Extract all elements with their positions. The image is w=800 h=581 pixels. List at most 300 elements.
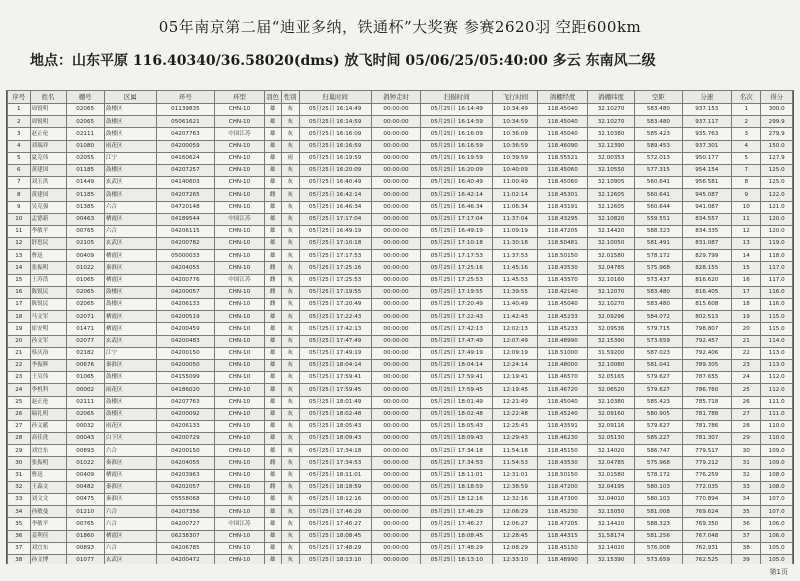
table-cell: 00:00:00 <box>371 335 421 347</box>
table-cell: 雌 <box>264 481 281 493</box>
table-cell: 125.0 <box>761 177 793 189</box>
table-cell: 05月25日 17:47:49 <box>421 335 493 347</box>
table-cell: 12:28:45 <box>493 530 538 542</box>
table-cell: 792.457 <box>682 335 732 347</box>
table-cell: 17 <box>8 299 31 311</box>
table-cell: 39 <box>732 554 761 564</box>
column-header: 鸽钟走时 <box>371 91 421 104</box>
table-cell: 12:19:45 <box>493 384 538 396</box>
table-cell: 7 <box>732 164 761 176</box>
table-cell: 581.041 <box>635 359 682 371</box>
table-cell: 05月25日 17:17:04 <box>421 213 493 225</box>
table-cell: 栖霞区 <box>104 274 156 286</box>
table-cell: 鼓楼区 <box>104 128 156 140</box>
table-row <box>8 164 793 176</box>
table-cell: 孙敏曼 <box>30 506 66 518</box>
table-cell: 05月25日 18:11:01 <box>299 469 371 481</box>
table-cell: 玄武区 <box>104 554 156 564</box>
table-cell: 30 <box>8 457 31 469</box>
table-cell: CHN-10 <box>215 116 265 128</box>
table-cell: 00:00:00 <box>371 372 421 384</box>
table-cell: 04200727 <box>156 518 215 530</box>
table-cell: 00:00:00 <box>371 152 421 164</box>
table-cell: 11 <box>8 225 31 237</box>
table-cell: 灰 <box>281 274 299 286</box>
table-cell: 21 <box>732 335 761 347</box>
table-cell: 05月25日 17:25:53 <box>421 274 493 286</box>
table-cell: 灰 <box>281 116 299 128</box>
table-cell: 01449 <box>66 177 104 189</box>
table-cell: 10 <box>732 201 761 213</box>
table-cell: 灰 <box>281 213 299 225</box>
table-cell: 572.013 <box>635 152 682 164</box>
table-cell: 05月25日 17:48:29 <box>421 542 493 554</box>
table-cell: 鼓楼区 <box>104 164 156 176</box>
table-cell: 32.10380 <box>587 396 634 408</box>
table-cell: 雄 <box>264 554 281 564</box>
table-cell: 762.931 <box>682 542 732 554</box>
table-cell: 雄 <box>264 506 281 518</box>
table-cell: 02077 <box>66 335 104 347</box>
table-cell: 573.437 <box>635 274 682 286</box>
table-cell: 118.50150 <box>538 250 588 262</box>
table-cell: 灰 <box>281 311 299 323</box>
table-cell: 05月25日 17:25:16 <box>421 262 493 274</box>
table-cell: 雄 <box>264 116 281 128</box>
table-cell: 04200729 <box>156 433 215 445</box>
table-cell: 119.0 <box>761 238 793 250</box>
table-cell: 六合 <box>104 518 156 530</box>
table-cell: 37 <box>8 542 31 554</box>
table-cell: 灰 <box>281 481 299 493</box>
table-cell: 29 <box>8 445 31 457</box>
table-cell: 雄 <box>264 469 281 481</box>
table-cell: 04200483 <box>156 335 215 347</box>
table-cell: 05月25日 18:12:16 <box>421 494 493 506</box>
table-cell: 05月25日 17:47:49 <box>299 335 371 347</box>
table-cell: 18 <box>8 311 31 323</box>
table-cell: 孙文博 <box>30 554 66 564</box>
table-cell: 02105 <box>66 238 104 250</box>
table-cell: 02111 <box>66 396 104 408</box>
table-cell: 00:00:00 <box>371 506 421 518</box>
table-cell: 32.10160 <box>587 274 634 286</box>
table-cell: 105.0 <box>761 542 793 554</box>
table-cell: 588.323 <box>635 518 682 530</box>
table-cell: CHN-10 <box>215 311 265 323</box>
table-cell: 10:39:59 <box>493 152 538 164</box>
table-cell: 05月25日 17:59:41 <box>299 372 371 384</box>
table-cell: 118.43591 <box>538 420 588 432</box>
table-cell: 六合 <box>104 445 156 457</box>
table-cell: 118.45040 <box>538 104 588 116</box>
table-cell: 02065 <box>66 116 104 128</box>
table-cell: 灰 <box>281 506 299 518</box>
table-cell: 灰 <box>281 457 299 469</box>
table-cell: 六合 <box>104 506 156 518</box>
table-cell: 05月25日 16:49:19 <box>299 225 371 237</box>
table-cell: 32.05165 <box>587 372 634 384</box>
table-cell: 05月25日 16:42:14 <box>421 189 493 201</box>
table-cell: 01860 <box>66 530 104 542</box>
table-cell: 05月25日 17:22:43 <box>299 311 371 323</box>
table-cell: 雌 <box>264 299 281 311</box>
table-cell: 灰 <box>281 286 299 298</box>
table-cell: 118.43570 <box>538 274 588 286</box>
table-cell: 29 <box>732 433 761 445</box>
table-cell: 937.117 <box>682 116 732 128</box>
table-cell: 雌 <box>264 189 281 201</box>
table-cell: 05月25日 17:46:27 <box>421 518 493 530</box>
table-cell: 12:02:13 <box>493 323 538 335</box>
table-cell: 00:00:00 <box>371 201 421 213</box>
table-cell: 栖霞区 <box>104 323 156 335</box>
table-cell: 00:00:00 <box>371 396 421 408</box>
table-cell: 05月25日 18:05:43 <box>421 420 493 432</box>
table-cell: 112.0 <box>761 384 793 396</box>
table-cell: 姜利佳 <box>30 530 66 542</box>
table-cell: 灰 <box>281 262 299 274</box>
table-cell: CHN-10 <box>215 530 265 542</box>
table-cell: 05月25日 16:14:59 <box>299 116 371 128</box>
table-cell: 32.12390 <box>587 140 634 152</box>
table-cell: 灰 <box>281 104 299 116</box>
column-header: 归巢时间 <box>299 91 371 104</box>
table-cell: 583.480 <box>635 116 682 128</box>
table-cell: 05月25日 16:20:09 <box>299 164 371 176</box>
table-cell: 11:42:43 <box>493 311 538 323</box>
table-cell: 雄 <box>264 359 281 371</box>
table-cell: 815.608 <box>682 299 732 311</box>
table-cell: 11:37:04 <box>493 213 538 225</box>
table-cell: 00:00:00 <box>371 262 421 274</box>
table-cell: CHN-10 <box>215 542 265 554</box>
table-cell: CHN-10 <box>215 323 265 335</box>
table-cell: 灰 <box>281 420 299 432</box>
table-cell: 02065 <box>66 104 104 116</box>
table-cell: 雄 <box>264 128 281 140</box>
table-cell: 118.45040 <box>538 299 588 311</box>
table-cell: 828.155 <box>682 262 732 274</box>
table-cell: 950.177 <box>682 152 732 164</box>
table-cell: 05月25日 18:11:01 <box>421 469 493 481</box>
table-cell: 00:00:00 <box>371 250 421 262</box>
table-cell: 04206785 <box>156 542 215 554</box>
page-number: 第1页 <box>769 568 788 576</box>
table-cell: 05061621 <box>156 116 215 128</box>
table-cell: 11:39:55 <box>493 286 538 298</box>
table-cell: 118.47300 <box>538 494 588 506</box>
column-header: 鸽棚纬度 <box>587 91 634 104</box>
table-cell: 28 <box>8 433 31 445</box>
table-cell: 灰 <box>281 201 299 213</box>
table-cell: 01022 <box>66 457 104 469</box>
table-cell: 109.0 <box>761 457 793 469</box>
table-cell: 792.406 <box>682 347 732 359</box>
table-cell: 04206133 <box>156 299 215 311</box>
table-cell: 19 <box>8 323 31 335</box>
table-cell: 中国江苏 <box>215 213 265 225</box>
table-cell: 灰 <box>281 445 299 457</box>
table-cell: CHN-10 <box>215 481 265 493</box>
table-cell: 00:00:00 <box>371 128 421 140</box>
table-cell: 118.43530 <box>538 457 588 469</box>
table-cell: 779.517 <box>682 445 732 457</box>
table-cell: 781.788 <box>682 408 732 420</box>
table-cell: 05月25日 18:04:14 <box>299 359 371 371</box>
table-cell: 05月25日 16:19:59 <box>299 152 371 164</box>
table-cell: 12:29:43 <box>493 433 538 445</box>
table-cell: 05月25日 17:42:13 <box>299 323 371 335</box>
table-cell: 鼓楼区 <box>104 299 156 311</box>
table-cell: 灰 <box>281 359 299 371</box>
table-cell: 雄 <box>264 152 281 164</box>
table-cell: 787.655 <box>682 372 732 384</box>
table-cell: 00:00:00 <box>371 494 421 506</box>
table-cell: 106.0 <box>761 518 793 530</box>
table-cell: 300.0 <box>761 104 793 116</box>
table-cell: 772.035 <box>682 481 732 493</box>
table-cell: 118.47205 <box>538 518 588 530</box>
table-cell: 575.968 <box>635 262 682 274</box>
table-cell: 38 <box>732 542 761 554</box>
table-cell: 00765 <box>66 518 104 530</box>
table-cell: 118.45230 <box>538 506 588 518</box>
table-cell: 蔡庆治 <box>30 347 66 359</box>
table-cell: 560.641 <box>635 189 682 201</box>
table-cell: 111.0 <box>761 396 793 408</box>
table-cell: 120.0 <box>761 213 793 225</box>
column-header: 棚号 <box>66 91 104 104</box>
table-cell: 孟德新 <box>30 213 66 225</box>
table-cell: 鼓楼区 <box>104 116 156 128</box>
table-cell: 雄 <box>264 445 281 457</box>
table-cell: 灰 <box>281 384 299 396</box>
table-cell: 11:09:19 <box>493 225 538 237</box>
table-cell: 灰 <box>281 530 299 542</box>
table-cell: 560.644 <box>635 201 682 213</box>
table-cell: 05月25日 18:13:10 <box>421 554 493 564</box>
table-cell: 36 <box>8 530 31 542</box>
table-cell: 1 <box>8 104 31 116</box>
column-header: 得分 <box>761 91 793 104</box>
table-cell: 00:00:00 <box>371 359 421 371</box>
table-cell: 00:00:00 <box>371 481 421 493</box>
table-cell: 灰 <box>281 238 299 250</box>
table-cell: 鼓楼区 <box>104 396 156 408</box>
table-cell: 112.0 <box>761 372 793 384</box>
table-cell: 32.04010 <box>587 494 634 506</box>
table-row <box>8 530 793 542</box>
table-cell: 834.335 <box>682 225 732 237</box>
table-cell: 00:00:00 <box>371 140 421 152</box>
table-cell: 12:06:29 <box>493 506 538 518</box>
table-row <box>8 494 793 506</box>
table-cell: 118.45301 <box>538 189 588 201</box>
table-row <box>8 481 793 493</box>
table-cell: 雨 <box>281 152 299 164</box>
table-cell: 32.10550 <box>587 164 634 176</box>
table-cell: 10:34:49 <box>493 104 538 116</box>
table-cell: 114.0 <box>761 335 793 347</box>
table-cell: 3 <box>8 128 31 140</box>
table-cell: 559.551 <box>635 213 682 225</box>
table-cell: 279.9 <box>761 128 793 140</box>
table-cell: 33 <box>732 481 761 493</box>
table-cell: CHN-10 <box>215 494 265 506</box>
table-cell: 8 <box>732 177 761 189</box>
table-cell: 05月25日 17:19:55 <box>421 286 493 298</box>
table-cell: 灰 <box>281 554 299 564</box>
table-cell: 9 <box>8 201 31 213</box>
table-cell: 937.301 <box>682 140 732 152</box>
table-cell: 00:00:00 <box>371 518 421 530</box>
table-cell: 06238307 <box>156 530 215 542</box>
table-cell: 120.0 <box>761 225 793 237</box>
table-cell: 00:00:00 <box>371 530 421 542</box>
table-cell: 579.627 <box>635 420 682 432</box>
table-cell: 8 <box>8 189 31 201</box>
table-cell: 14 <box>732 250 761 262</box>
table-cell: 26 <box>8 408 31 420</box>
table-cell: 24 <box>8 384 31 396</box>
table-cell: 05月25日 18:18:59 <box>421 481 493 493</box>
table-cell: 秦淮区 <box>104 494 156 506</box>
table-cell: 05月25日 16:49:19 <box>421 225 493 237</box>
table-cell: 雄 <box>264 238 281 250</box>
table-cell: 灰 <box>281 250 299 262</box>
table-cell: 581.256 <box>635 530 682 542</box>
table-cell: 577.315 <box>635 164 682 176</box>
table-cell: 00:00:00 <box>371 225 421 237</box>
results-table <box>7 90 793 564</box>
table-cell: 2 <box>8 116 31 128</box>
table-cell: 灰 <box>281 335 299 347</box>
table-cell: 32.09296 <box>587 311 634 323</box>
table-cell: 13 <box>732 238 761 250</box>
table-cell: 05558068 <box>156 494 215 506</box>
table-cell: 中国江苏 <box>215 128 265 140</box>
table-cell: 05月25日 17:10:18 <box>421 238 493 250</box>
table-cell: 762.525 <box>682 554 732 564</box>
table-cell: 22 <box>8 359 31 371</box>
table-cell: 118.45060 <box>538 177 588 189</box>
table-cell: 05月25日 17:34:53 <box>421 457 493 469</box>
table-cell: 刘玉洪 <box>30 177 66 189</box>
table-cell: 雄 <box>264 542 281 554</box>
table-cell: 刘宜东 <box>30 542 66 554</box>
table-cell: 雨花区 <box>104 420 156 432</box>
table-cell: 05月25日 17:17:53 <box>299 250 371 262</box>
table-cell: 01080 <box>66 140 104 152</box>
table-cell: 栖霞区 <box>104 213 156 225</box>
table-cell: 583.480 <box>635 104 682 116</box>
table-cell: 118.43295 <box>538 213 588 225</box>
table-cell: 11:00:49 <box>493 177 538 189</box>
table-cell: 瑞礼明 <box>30 408 66 420</box>
table-cell: 6 <box>8 164 31 176</box>
table-cell: 816.405 <box>682 286 732 298</box>
table-cell: CHN-10 <box>215 384 265 396</box>
table-cell: 110.0 <box>761 433 793 445</box>
table-cell: 108.0 <box>761 469 793 481</box>
table-cell: 中国江苏 <box>215 518 265 530</box>
table-cell: 583.480 <box>635 299 682 311</box>
table-row <box>8 225 793 237</box>
table-cell: 00893 <box>66 542 104 554</box>
table-cell: 灰 <box>281 140 299 152</box>
table-cell: 04155099 <box>156 372 215 384</box>
table-cell: 雄 <box>264 384 281 396</box>
table-cell: 雨花区 <box>104 384 156 396</box>
table-cell: 雄 <box>264 518 281 530</box>
table-cell: 32.09116 <box>587 420 634 432</box>
table-cell: 118.45233 <box>538 323 588 335</box>
table-cell: 118.45240 <box>538 408 588 420</box>
table-cell: CHN-10 <box>215 335 265 347</box>
table-cell: 580.905 <box>635 408 682 420</box>
column-header: 环型 <box>215 91 265 104</box>
table-cell: 00482 <box>66 481 104 493</box>
table-cell: CHN-10 <box>215 201 265 213</box>
table-cell: 02071 <box>66 311 104 323</box>
table-cell: 04204055 <box>156 457 215 469</box>
table-cell: 张振明 <box>30 262 66 274</box>
column-header: 鸽棚经度 <box>538 91 588 104</box>
table-row <box>8 104 793 116</box>
table-cell: 00:00:00 <box>371 323 421 335</box>
table-cell: 05月25日 18:13:10 <box>299 554 371 564</box>
table-cell: 15 <box>732 262 761 274</box>
table-cell: 781.307 <box>682 433 732 445</box>
table-cell: 118.42140 <box>538 286 588 298</box>
table-cell: 鼓楼区 <box>104 286 156 298</box>
table-cell: 769.350 <box>682 518 732 530</box>
table-cell: 01471 <box>66 323 104 335</box>
table-cell: 118.45233 <box>538 311 588 323</box>
table-cell: 05月25日 17:46:27 <box>299 518 371 530</box>
table-cell: 江宁 <box>104 347 156 359</box>
table-cell: 04200092 <box>156 408 215 420</box>
table-cell: 10:34:59 <box>493 116 538 128</box>
table-row <box>8 262 793 274</box>
table-cell: 灰 <box>281 408 299 420</box>
table-cell: 118.46090 <box>538 140 588 152</box>
table-cell: 11:30:18 <box>493 238 538 250</box>
table-cell: 王吴伟 <box>30 372 66 384</box>
table-cell: 曹迅 <box>30 250 66 262</box>
table-cell: 16 <box>8 286 31 298</box>
table-cell: 14 <box>8 262 31 274</box>
table-cell: 灰 <box>281 323 299 335</box>
table-cell: 30 <box>732 445 761 457</box>
table-cell: 秦淮区 <box>104 457 156 469</box>
table-cell: 陈锐民 <box>30 286 66 298</box>
table-cell: 李敏平 <box>30 225 66 237</box>
table-cell: CHN-10 <box>215 372 265 384</box>
table-cell: 赵正伦 <box>30 396 66 408</box>
table-cell: 21 <box>8 347 31 359</box>
column-header: 序号 <box>8 91 31 104</box>
table-cell: 孙文献 <box>30 420 66 432</box>
table-cell: 王森文 <box>30 481 66 493</box>
table-cell: 113.0 <box>761 359 793 371</box>
table-cell: 118.46230 <box>538 433 588 445</box>
table-cell: 32.09536 <box>587 323 634 335</box>
table-cell: 36 <box>732 518 761 530</box>
table-cell: 05月25日 16:46:34 <box>299 201 371 213</box>
table-cell: 32.14020 <box>587 542 634 554</box>
